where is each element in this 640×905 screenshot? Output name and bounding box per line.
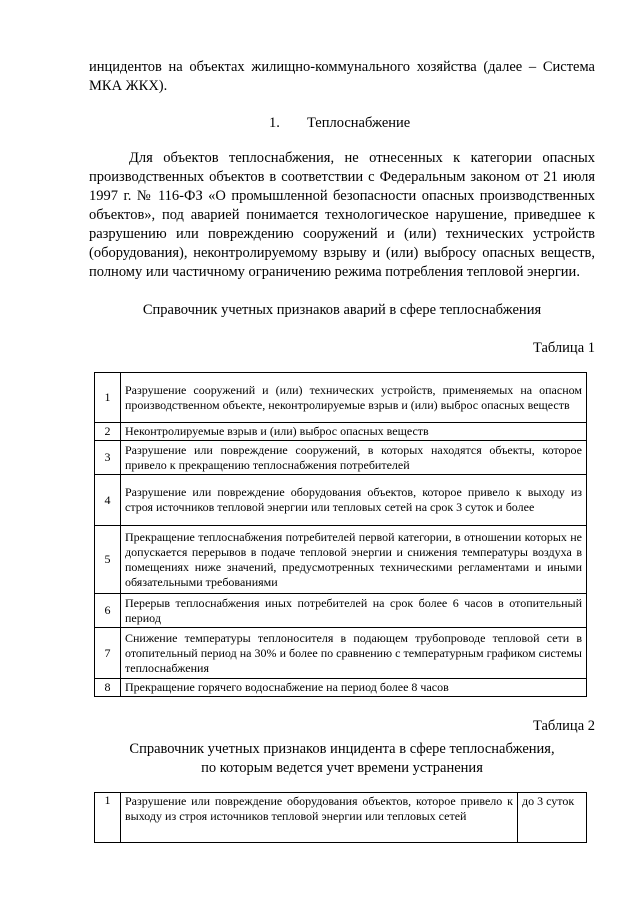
row-number: 4 — [95, 475, 121, 526]
table-row — [95, 679, 587, 697]
table2-title-line2: по которым ведется учет времени устранения — [201, 760, 483, 776]
row-number: 8 — [95, 679, 121, 697]
row-text: Снижение температуры теплоносителя в подающем трубопроводе тепловой сети в отопительный период на 30% и более по сравнению с температурным графиком системы теплоснабжения — [121, 628, 587, 679]
row-text: Разрушение или повреждение сооружений, в которых находятся объекты, которое привело к прекращению теплоснабжения потребителей — [121, 441, 587, 475]
row-text: Разрушение или повреждение оборудования объектов, которое привело к выходу из строя источников тепловой энергии или тепловых сетей — [121, 793, 518, 843]
table-row — [95, 475, 587, 526]
row-text: Прекращение теплоснабжения потребителей первой категории, в отношении которых не допускается перерывов в подаче тепловой энергии и снижения температуры воздуха в помещениях ниже значений, предусмотренных техническими регламентами и иными обязательными требованиями — [121, 526, 587, 594]
table2-title-line1: Справочник учетных признаков инцидента в сфере теплоснабжения, — [129, 741, 555, 757]
table-row — [95, 441, 587, 475]
section-title: Теплоснабжение — [307, 115, 411, 131]
table-row — [95, 594, 587, 628]
table-row — [95, 628, 587, 679]
row-duration: до 3 суток — [518, 793, 587, 843]
table1-title: Справочник учетных признаков аварий в сфере теплоснабжения — [142, 302, 542, 318]
row-number: 2 — [95, 423, 121, 441]
row-number: 7 — [95, 628, 121, 679]
intro-text: инцидентов на объектах жилищно-коммунального хозяйства (далее – Система МКА ЖКХ). — [89, 59, 595, 94]
table-row — [95, 793, 587, 843]
row-number: 1 — [95, 793, 121, 843]
row-text: Неконтролируемые взрыв и (или) выброс опасных веществ — [121, 423, 587, 441]
table2-label: Таблица 2 — [532, 718, 595, 734]
table-row — [95, 423, 587, 441]
body-paragraph: Для объектов теплоснабжения, не отнесенных к категории опасных производственных объектов в соответствии с Федеральным законом от 21 июля 1997 г. № 116-ФЗ «О промышленной безопасности опасных производственных объектов», под аварией понимается технологическое нарушение, приведшее к разрушению или повреждению сооружений и (или) технических устройств (оборудования), неконтролируемому взрыву и (или) выбросу опасных веществ, полному или частичному ограничению режима потребления тепловой энергии. — [89, 150, 595, 280]
row-text: Разрушение сооружений и (или) технических устройств, применяемых на опасном производственном объекте, неконтролируемые взрыв и (или) выброс опасных веществ — [121, 373, 587, 423]
row-number: 6 — [95, 594, 121, 628]
row-text: Разрушение или повреждение оборудования объектов, которое привело к выходу из строя источников тепловой энергии или тепловых сетей на срок 3 суток и более — [121, 475, 587, 526]
row-text: Перерыв теплоснабжения иных потребителей на срок более 6 часов в отопительный период — [121, 594, 587, 628]
row-text: Прекращение горячего водоснабжение на период более 8 часов — [121, 679, 587, 697]
table-row — [95, 373, 587, 423]
section-number: 1. — [269, 115, 280, 131]
row-number: 1 — [95, 373, 121, 423]
table-row — [95, 526, 587, 594]
incident-criteria-table — [94, 792, 587, 843]
accident-criteria-table — [94, 372, 587, 697]
table1-label: Таблица 1 — [532, 340, 595, 356]
row-number: 5 — [95, 526, 121, 594]
row-number: 3 — [95, 441, 121, 475]
